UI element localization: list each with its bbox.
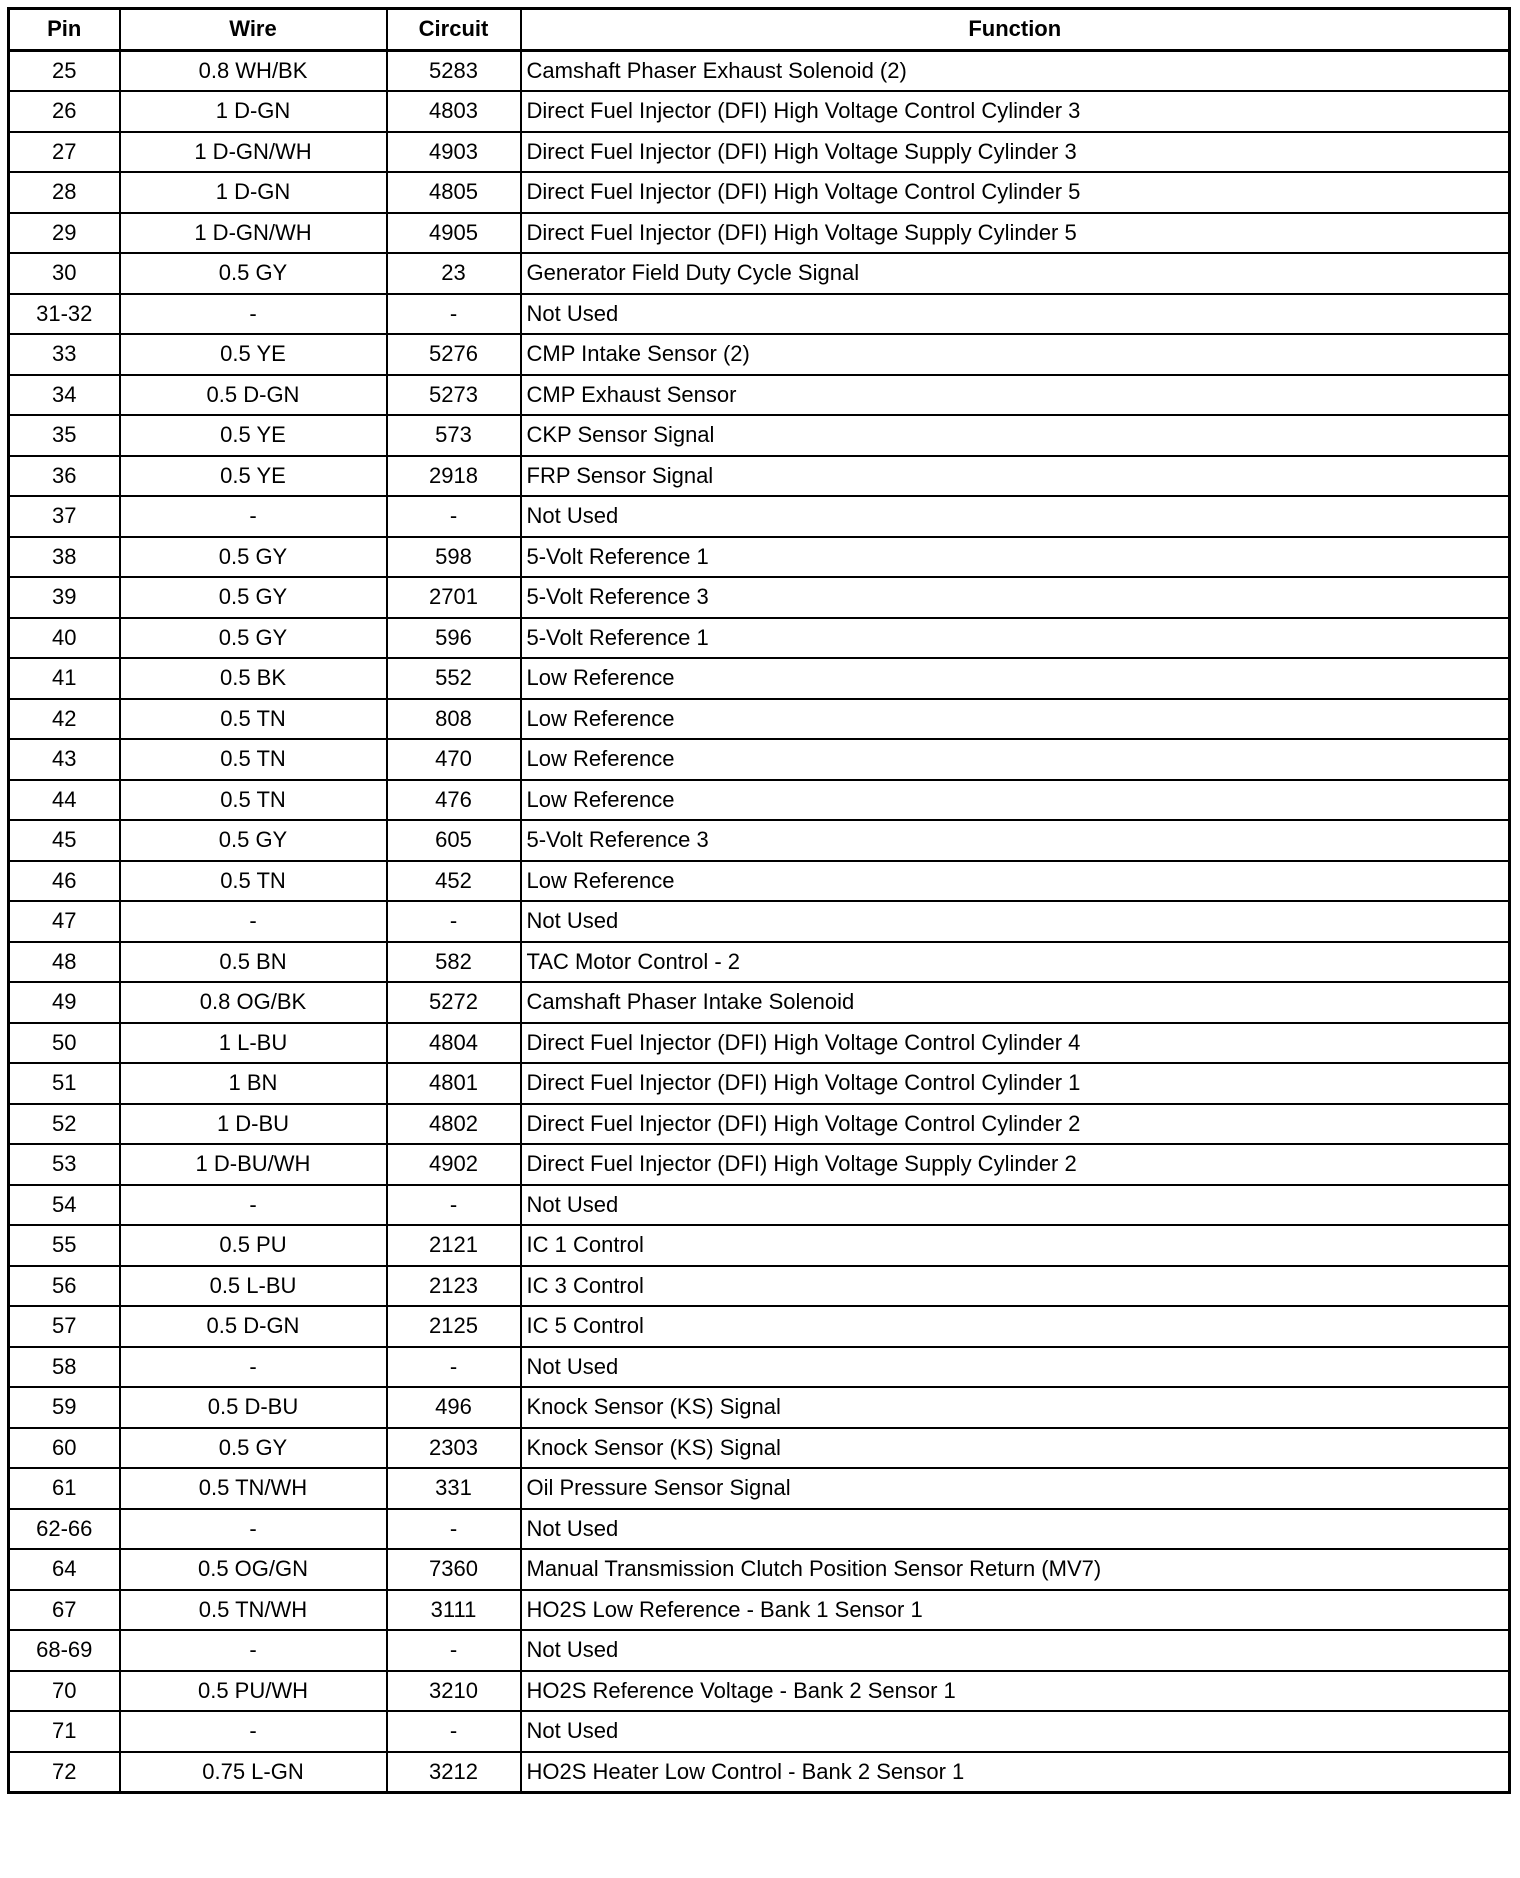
table-row [9, 1590, 1510, 1631]
cell-function: Oil Pressure Sensor Signal [521, 1468, 1510, 1509]
cell-circuit: 476 [387, 780, 521, 821]
cell-circuit: 3111 [387, 1590, 521, 1631]
table-row [9, 739, 1510, 780]
cell-function: HO2S Low Reference - Bank 1 Sensor 1 [521, 1590, 1510, 1631]
cell-function: Manual Transmission Clutch Position Sensor Return (MV7) [521, 1549, 1510, 1590]
table-row [9, 901, 1510, 942]
table-row [9, 618, 1510, 659]
header-pin: Pin [9, 9, 120, 51]
cell-wire: 0.5 TN [120, 699, 387, 740]
table-row [9, 496, 1510, 537]
cell-wire: 0.5 D-BU [120, 1387, 387, 1428]
table-row [9, 1306, 1510, 1347]
cell-function: Not Used [521, 1185, 1510, 1226]
cell-wire: - [120, 1630, 387, 1671]
cell-function: Not Used [521, 294, 1510, 335]
table-row [9, 1225, 1510, 1266]
table-row [9, 861, 1510, 902]
table-row [9, 1671, 1510, 1712]
table-row [9, 699, 1510, 740]
table-row [9, 1023, 1510, 1064]
cell-function: 5-Volt Reference 3 [521, 577, 1510, 618]
cell-pin: 41 [9, 658, 120, 699]
cell-pin: 67 [9, 1590, 120, 1631]
table-row [9, 253, 1510, 294]
table-row [9, 1509, 1510, 1550]
cell-wire: 0.5 TN [120, 739, 387, 780]
cell-function: Generator Field Duty Cycle Signal [521, 253, 1510, 294]
table-row [9, 658, 1510, 699]
table-row [9, 213, 1510, 254]
cell-circuit: 452 [387, 861, 521, 902]
cell-pin: 60 [9, 1428, 120, 1469]
cell-function: CMP Exhaust Sensor [521, 375, 1510, 416]
cell-function: Direct Fuel Injector (DFI) High Voltage Control Cylinder 1 [521, 1063, 1510, 1104]
cell-pin: 46 [9, 861, 120, 902]
table-row [9, 132, 1510, 173]
cell-function: Direct Fuel Injector (DFI) High Voltage Supply Cylinder 3 [521, 132, 1510, 173]
cell-pin: 71 [9, 1711, 120, 1752]
cell-pin: 34 [9, 375, 120, 416]
cell-wire: 0.8 OG/BK [120, 982, 387, 1023]
header-circuit: Circuit [387, 9, 521, 51]
cell-circuit: - [387, 1711, 521, 1752]
cell-circuit: - [387, 1185, 521, 1226]
cell-circuit: 552 [387, 658, 521, 699]
cell-pin: 64 [9, 1549, 120, 1590]
cell-pin: 57 [9, 1306, 120, 1347]
cell-function: TAC Motor Control - 2 [521, 942, 1510, 983]
cell-function: 5-Volt Reference 1 [521, 618, 1510, 659]
table-row [9, 820, 1510, 861]
cell-function: IC 3 Control [521, 1266, 1510, 1307]
table-row [9, 375, 1510, 416]
cell-circuit: 598 [387, 537, 521, 578]
cell-function: Not Used [521, 496, 1510, 537]
table-row [9, 1630, 1510, 1671]
cell-circuit: 3212 [387, 1752, 521, 1793]
cell-wire: 0.5 TN/WH [120, 1590, 387, 1631]
cell-wire: 0.5 TN [120, 780, 387, 821]
cell-wire: 0.5 PU [120, 1225, 387, 1266]
table-row [9, 456, 1510, 497]
pinout-table [7, 7, 1511, 1794]
header-function: Function [521, 9, 1510, 51]
cell-function: 5-Volt Reference 1 [521, 537, 1510, 578]
cell-pin: 40 [9, 618, 120, 659]
cell-pin: 30 [9, 253, 120, 294]
cell-wire: - [120, 1185, 387, 1226]
cell-pin: 59 [9, 1387, 120, 1428]
cell-pin: 45 [9, 820, 120, 861]
cell-pin: 31-32 [9, 294, 120, 335]
cell-wire: 0.5 YE [120, 334, 387, 375]
cell-wire: 0.5 GY [120, 820, 387, 861]
table-row [9, 334, 1510, 375]
table-row [9, 1063, 1510, 1104]
cell-pin: 52 [9, 1104, 120, 1145]
table-row [9, 942, 1510, 983]
cell-circuit: - [387, 1509, 521, 1550]
cell-function: CMP Intake Sensor (2) [521, 334, 1510, 375]
table-body [9, 50, 1510, 1793]
cell-function: Direct Fuel Injector (DFI) High Voltage Control Cylinder 3 [521, 91, 1510, 132]
cell-wire: 1 D-BU/WH [120, 1144, 387, 1185]
cell-wire: 0.5 L-BU [120, 1266, 387, 1307]
cell-pin: 35 [9, 415, 120, 456]
cell-wire: 1 L-BU [120, 1023, 387, 1064]
table-header [9, 9, 1510, 51]
cell-function: Direct Fuel Injector (DFI) High Voltage Control Cylinder 5 [521, 172, 1510, 213]
header-row [9, 9, 1510, 51]
cell-wire: - [120, 294, 387, 335]
cell-wire: - [120, 1347, 387, 1388]
cell-pin: 39 [9, 577, 120, 618]
cell-circuit: 4804 [387, 1023, 521, 1064]
cell-function: Not Used [521, 1711, 1510, 1752]
cell-circuit: - [387, 1630, 521, 1671]
table-row [9, 1428, 1510, 1469]
cell-function: Low Reference [521, 780, 1510, 821]
cell-pin: 36 [9, 456, 120, 497]
cell-pin: 70 [9, 1671, 120, 1712]
cell-circuit: 4903 [387, 132, 521, 173]
cell-pin: 42 [9, 699, 120, 740]
cell-wire: 0.5 PU/WH [120, 1671, 387, 1712]
cell-wire: 0.5 YE [120, 456, 387, 497]
cell-wire: 0.5 GY [120, 537, 387, 578]
cell-wire: - [120, 901, 387, 942]
cell-pin: 62-66 [9, 1509, 120, 1550]
cell-function: Direct Fuel Injector (DFI) High Voltage Control Cylinder 2 [521, 1104, 1510, 1145]
cell-pin: 54 [9, 1185, 120, 1226]
table-row [9, 1387, 1510, 1428]
cell-function: Knock Sensor (KS) Signal [521, 1428, 1510, 1469]
table-row [9, 1711, 1510, 1752]
cell-circuit: 4902 [387, 1144, 521, 1185]
table-row [9, 172, 1510, 213]
cell-circuit: 5283 [387, 50, 521, 91]
cell-circuit: 2918 [387, 456, 521, 497]
cell-wire: 0.5 BK [120, 658, 387, 699]
cell-pin: 48 [9, 942, 120, 983]
cell-circuit: 7360 [387, 1549, 521, 1590]
table-row [9, 1752, 1510, 1793]
table-row [9, 1104, 1510, 1145]
cell-wire: - [120, 1711, 387, 1752]
cell-pin: 47 [9, 901, 120, 942]
cell-wire: 0.5 GY [120, 577, 387, 618]
cell-wire: 0.5 GY [120, 618, 387, 659]
cell-circuit: 470 [387, 739, 521, 780]
cell-pin: 72 [9, 1752, 120, 1793]
cell-circuit: - [387, 901, 521, 942]
cell-function: Low Reference [521, 739, 1510, 780]
table-row [9, 537, 1510, 578]
table-row [9, 91, 1510, 132]
cell-pin: 27 [9, 132, 120, 173]
cell-circuit: 596 [387, 618, 521, 659]
table-row [9, 1185, 1510, 1226]
cell-circuit: 4905 [387, 213, 521, 254]
cell-wire: - [120, 496, 387, 537]
cell-wire: 0.5 GY [120, 253, 387, 294]
cell-wire: 1 D-GN [120, 172, 387, 213]
cell-wire: 0.5 TN/WH [120, 1468, 387, 1509]
cell-circuit: 3210 [387, 1671, 521, 1712]
cell-pin: 55 [9, 1225, 120, 1266]
cell-circuit: 4803 [387, 91, 521, 132]
cell-circuit: 582 [387, 942, 521, 983]
cell-circuit: - [387, 1347, 521, 1388]
cell-pin: 44 [9, 780, 120, 821]
cell-circuit: 496 [387, 1387, 521, 1428]
cell-pin: 38 [9, 537, 120, 578]
cell-circuit: 331 [387, 1468, 521, 1509]
table-row [9, 1549, 1510, 1590]
cell-function: Camshaft Phaser Intake Solenoid [521, 982, 1510, 1023]
table-row [9, 780, 1510, 821]
table-row [9, 294, 1510, 335]
cell-function: Not Used [521, 1347, 1510, 1388]
cell-function: Direct Fuel Injector (DFI) High Voltage Supply Cylinder 5 [521, 213, 1510, 254]
table-row [9, 1144, 1510, 1185]
table-row [9, 1266, 1510, 1307]
cell-circuit: 5276 [387, 334, 521, 375]
cell-pin: 50 [9, 1023, 120, 1064]
table-row [9, 50, 1510, 91]
cell-circuit: 2303 [387, 1428, 521, 1469]
cell-wire: 0.5 GY [120, 1428, 387, 1469]
cell-wire: 0.5 D-GN [120, 1306, 387, 1347]
cell-pin: 25 [9, 50, 120, 91]
cell-function: 5-Volt Reference 3 [521, 820, 1510, 861]
cell-circuit: - [387, 294, 521, 335]
cell-function: IC 5 Control [521, 1306, 1510, 1347]
cell-function: CKP Sensor Signal [521, 415, 1510, 456]
cell-pin: 51 [9, 1063, 120, 1104]
cell-wire: 0.75 L-GN [120, 1752, 387, 1793]
cell-function: Not Used [521, 901, 1510, 942]
cell-circuit: 2125 [387, 1306, 521, 1347]
cell-function: FRP Sensor Signal [521, 456, 1510, 497]
cell-function: Low Reference [521, 658, 1510, 699]
cell-pin: 37 [9, 496, 120, 537]
header-wire: Wire [120, 9, 387, 51]
cell-wire: 0.5 BN [120, 942, 387, 983]
cell-pin: 53 [9, 1144, 120, 1185]
cell-circuit: 2121 [387, 1225, 521, 1266]
cell-wire: 0.5 YE [120, 415, 387, 456]
cell-function: Not Used [521, 1630, 1510, 1671]
cell-function: HO2S Reference Voltage - Bank 2 Sensor 1 [521, 1671, 1510, 1712]
cell-function: Not Used [521, 1509, 1510, 1550]
cell-pin: 26 [9, 91, 120, 132]
table-row [9, 982, 1510, 1023]
cell-wire: 0.5 TN [120, 861, 387, 902]
cell-circuit: 4802 [387, 1104, 521, 1145]
cell-circuit: 605 [387, 820, 521, 861]
cell-circuit: 2123 [387, 1266, 521, 1307]
cell-function: IC 1 Control [521, 1225, 1510, 1266]
table-row [9, 1347, 1510, 1388]
cell-circuit: 5273 [387, 375, 521, 416]
cell-function: Low Reference [521, 861, 1510, 902]
cell-circuit: 808 [387, 699, 521, 740]
cell-function: Camshaft Phaser Exhaust Solenoid (2) [521, 50, 1510, 91]
cell-function: Knock Sensor (KS) Signal [521, 1387, 1510, 1428]
table-row [9, 415, 1510, 456]
cell-function: HO2S Heater Low Control - Bank 2 Sensor 1 [521, 1752, 1510, 1793]
cell-pin: 58 [9, 1347, 120, 1388]
cell-wire: 1 D-GN/WH [120, 213, 387, 254]
cell-pin: 61 [9, 1468, 120, 1509]
cell-pin: 49 [9, 982, 120, 1023]
cell-function: Direct Fuel Injector (DFI) High Voltage Supply Cylinder 2 [521, 1144, 1510, 1185]
cell-circuit: 573 [387, 415, 521, 456]
cell-wire: 0.8 WH/BK [120, 50, 387, 91]
table-row [9, 1468, 1510, 1509]
cell-pin: 43 [9, 739, 120, 780]
cell-circuit: 4805 [387, 172, 521, 213]
cell-pin: 56 [9, 1266, 120, 1307]
cell-circuit: 4801 [387, 1063, 521, 1104]
cell-pin: 28 [9, 172, 120, 213]
cell-wire: 1 D-GN [120, 91, 387, 132]
cell-circuit: 5272 [387, 982, 521, 1023]
cell-function: Low Reference [521, 699, 1510, 740]
pinout-table-container [7, 7, 1511, 1794]
cell-wire: 1 D-BU [120, 1104, 387, 1145]
cell-wire: 0.5 OG/GN [120, 1549, 387, 1590]
cell-wire: - [120, 1509, 387, 1550]
cell-pin: 68-69 [9, 1630, 120, 1671]
cell-wire: 1 BN [120, 1063, 387, 1104]
cell-circuit: 2701 [387, 577, 521, 618]
cell-circuit: 23 [387, 253, 521, 294]
cell-pin: 33 [9, 334, 120, 375]
cell-pin: 29 [9, 213, 120, 254]
table-row [9, 577, 1510, 618]
cell-function: Direct Fuel Injector (DFI) High Voltage Control Cylinder 4 [521, 1023, 1510, 1064]
cell-wire: 1 D-GN/WH [120, 132, 387, 173]
cell-wire: 0.5 D-GN [120, 375, 387, 416]
cell-circuit: - [387, 496, 521, 537]
